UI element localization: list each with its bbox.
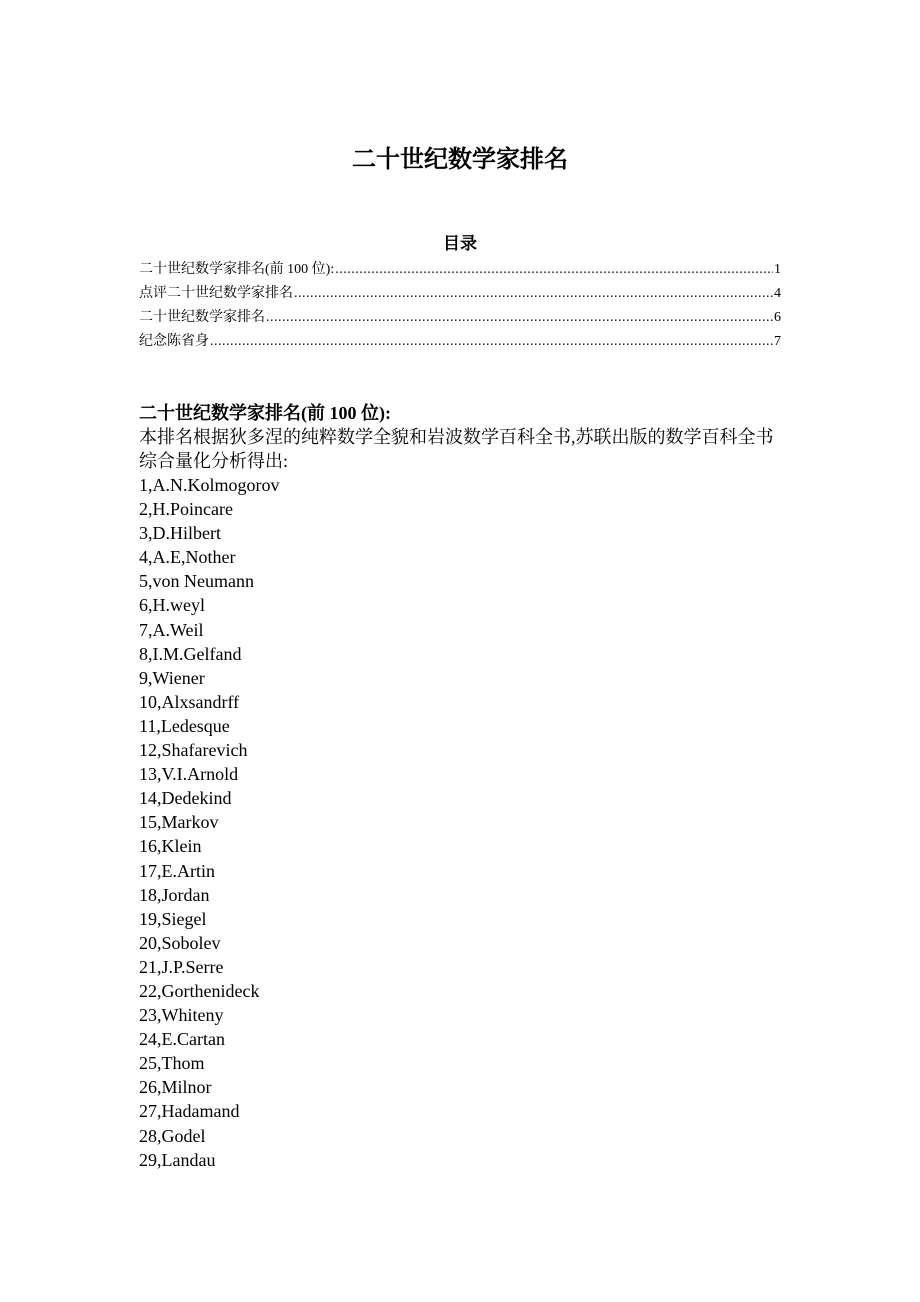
toc-entry-text: 点评二十世纪数学家排名 <box>139 286 293 301</box>
ranking-item: 16,Klein <box>139 836 202 857</box>
ranking-item: 23,Whiteny <box>139 1005 224 1026</box>
ranking-item: 13,V.I.Arnold <box>139 764 239 785</box>
ranking-item: 9,Wiener <box>139 667 205 688</box>
ranking-item: 6,H.weyl <box>139 595 205 616</box>
toc-leader-dots <box>266 306 773 330</box>
ranking-item: 4,A.E,Nother <box>139 547 236 568</box>
toc-entry-page: 7 <box>774 334 781 349</box>
ranking-section <box>139 401 789 1172</box>
ranking-item: 22,Gorthenideck <box>139 980 260 1001</box>
toc-entry-text: 二十世纪数学家排名(前 100 位): <box>139 262 335 277</box>
toc-entry-page: 4 <box>774 286 781 301</box>
section-heading: 二十世纪数学家排名(前 100 位): <box>139 403 391 423</box>
toc-entry[interactable] <box>139 282 781 306</box>
ranking-item: 26,Milnor <box>139 1077 212 1098</box>
ranking-item: 18,Jordan <box>139 884 210 905</box>
ranking-item: 17,E.Artin <box>139 860 215 881</box>
ranking-item: 3,D.Hilbert <box>139 523 221 544</box>
ranking-item: 7,A.Weil <box>139 619 204 640</box>
ranking-item: 2,H.Poincare <box>139 499 233 520</box>
document-title: 二十世纪数学家排名 <box>352 147 568 173</box>
ranking-item: 19,Siegel <box>139 908 207 929</box>
ranking-item: 20,Sobolev <box>139 932 221 953</box>
toc-leader-dots <box>210 330 773 354</box>
ranking-item: 24,E.Cartan <box>139 1029 225 1050</box>
section-intro: 本排名根据狄多涅的纯粹数学全貌和岩波数学百科全书,苏联出版的数学百科全书综合量化分析得出: <box>139 427 774 471</box>
ranking-item: 11,Ledesque <box>139 715 230 736</box>
ranking-item: 8,I.M.Gelfand <box>139 643 242 664</box>
toc-leader-dots <box>335 258 773 282</box>
toc-leader-dots <box>294 282 773 306</box>
ranking-item: 15,Markov <box>139 812 219 833</box>
ranking-item: 12,Shafarevich <box>139 740 248 761</box>
toc-entry-text: 纪念陈省身 <box>139 334 209 349</box>
ranking-item: 5,von Neumann <box>139 571 254 592</box>
ranking-item: 29,Landau <box>139 1149 216 1170</box>
toc-entry-text: 二十世纪数学家排名 <box>139 310 265 325</box>
ranking-item: 14,Dedekind <box>139 788 232 809</box>
ranking-item: 25,Thom <box>139 1053 205 1074</box>
ranking-list <box>139 473 789 1172</box>
ranking-item: 1,A.N.Kolmogorov <box>139 475 280 495</box>
toc-entry[interactable] <box>139 258 781 282</box>
toc-entry[interactable] <box>139 330 781 354</box>
toc-entry[interactable] <box>139 306 781 330</box>
toc-heading: 目录 <box>443 234 477 253</box>
ranking-item: 21,J.P.Serre <box>139 956 224 977</box>
ranking-item: 10,Alxsandrff <box>139 691 240 712</box>
ranking-item: 27,Hadamand <box>139 1101 240 1122</box>
ranking-item: 28,Godel <box>139 1125 206 1146</box>
table-of-contents <box>139 232 781 354</box>
toc-entry-page: 6 <box>774 310 781 325</box>
toc-entry-page: 1 <box>774 262 781 277</box>
